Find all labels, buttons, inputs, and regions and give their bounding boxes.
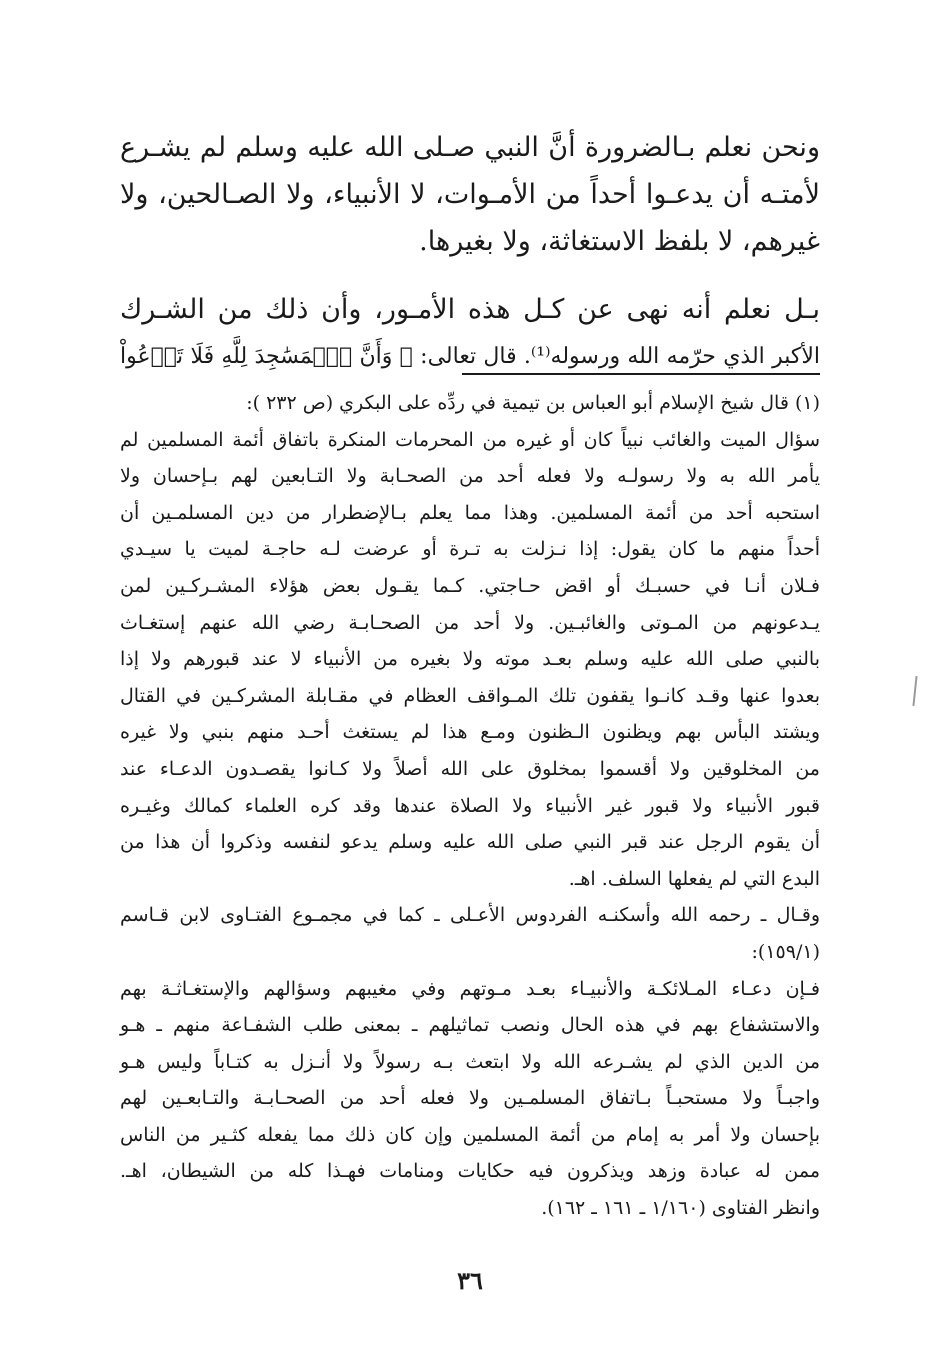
footnote-line: استحبه أحد من أئمة المسلمين. وهذا مما يعلم بـالإضطرار من دين المسلمـين أن [120,501,820,524]
footnote-line: والاستشفاع بهم في هذه الحال ونصب تماثيلهم ـ بمعنى طلب الشفـاعة منهم ـ هـو [120,1014,820,1037]
footnote-line: أحداً منهم ما كان يقول: إذا نـزلت به تـرة أو عرضت لـه حاجـة لميت يا سيـدي [120,538,820,561]
main-text [120,124,820,380]
text-line: بـل نعلم أنه نهى عن كـل هذه الأمـور، وأن ذلك من الشـرك [120,294,820,325]
footnote-line: ممن له عبادة وزهد ويذكرون فيه حكايات ومنامات فهـذا كله من الشيطان، اهـ. [120,1160,820,1183]
footnote-line: سؤال الميت والغائب نبياً كان أو غيره من المحرمات المنكرة باتفاق أئمة المسلمين لم [120,428,820,451]
footnote-line: قبور الأنبياء ولا قبور غير الأنبياء ولا الصلاة عندها وقد كره العلماء كمالك وغيـره [120,794,820,817]
footnote-line: (١٥٩/١): [751,940,820,963]
footnote-line: يأمر الله به ولا رسولـه ولا فعله أحد من الصحـابة ولا التـابعين لهم بـإحسان ولا [120,465,820,488]
footnote-line: بعدوا عنها وقـد كانـوا يقفون تلك المـواقف العظام في مقـابلة المشركـين في القتال [120,684,820,707]
footnote-line: فـإن دعـاء المـلائكـة والأنبيـاء بعـد مـوتهم وفي مغيبهم وسؤالهم والإستغـاثـة بهم [120,977,820,1000]
page-number: ٣٦ [457,1266,483,1295]
footnote-line: بالنبي صلى الله عليه وسلم بعـد موته ولا بغيره من الأنبياء لا عند قبورهم ولا إذا [120,648,820,671]
text-line: ونحن نعلم بـالضرورة أنَّ النبي صـلى الله عليه وسلم لم يشـرع [120,132,820,163]
footnote-line: واجبـاً ولا مستحبـاً بـاتفاق المسلمـين ولا فعله أحد من الصحـابـة والتـابعـين لهم [120,1087,820,1110]
margin-mark [912,676,917,706]
footnote-line: ويشتد البأس بهم ويظنون الـظنون ومـع هذا لم يستغث أحـد منهم بنبي ولا غيره [120,721,820,744]
footnote-line: من الدين الذي لم يشـرعه الله ولا ابتعث بـه رسولاً ولا أنـزل به كتـاباً وليس هـو [120,1050,820,1073]
footnote-line: أن يقوم الرجل عند قبر النبي صلى الله عليه وسلم يدعو لنفسه وذكروا أن هذا من [120,831,821,854]
footnote-line: من المخلوقين ولا أقسموا بمخلوق على الله أصلاً ولا كـانوا يقصـدون الدعـاء عند [120,757,820,780]
footnote-line: يـدعونهم من المـوتى والغائبـين. ولا أحد من الصحـابـة رضي الله عنهم إستغـاث [120,611,820,634]
footnote-line: (١) قال شيخ الإسلام أبو العباس بن تيمية في ردِّه على البكري (ص ٢٣٢ ): [246,392,820,414]
footnote-line: بإحسان ولا أمر به إمام من أئمة المسلمين وإن كان ذلك مما يفعله كثـير من الناس [120,1123,820,1146]
footnote-divider [462,373,820,375]
text-line: لأمتـه أن يدعـوا أحداً من الأمـوات، لا الأنبياء، ولا الصـالحين، ولا [120,179,820,210]
paragraph [120,124,820,265]
paragraph [120,286,820,380]
footnote-line: البدع التي لم يفعلها السلف. اهـ. [568,867,820,890]
footnote [120,385,820,1227]
text-line: الأكبر الذي حرّمه الله ورسوله⁽¹⁾. قال تعالى: ﴿ وَأَنَّ ٱلۡمَسَٰجِدَ لِلَّهِ فَلَا تَدۡعُواْ [120,344,820,369]
footnote-line: وانظر الفتاوى (١/١٦٠ ـ ١٦١ ـ ١٦٢). [541,1197,820,1220]
footnote-line: وقـال ـ رحمه الله وأسكنـه الفردوس الأعـلى ـ كما في مجمـوع الفتـاوى لابن قـاسم [120,904,820,927]
text-line: غيرهم، لا بلفظ الاستغاثة، ولا بغيرها. [419,226,820,257]
footnote-line: فـلان أنـا في حسبـك أو اقض حـاجتي. كـما يقـول بعض هؤلاء المشـركـين لمن [120,574,820,597]
